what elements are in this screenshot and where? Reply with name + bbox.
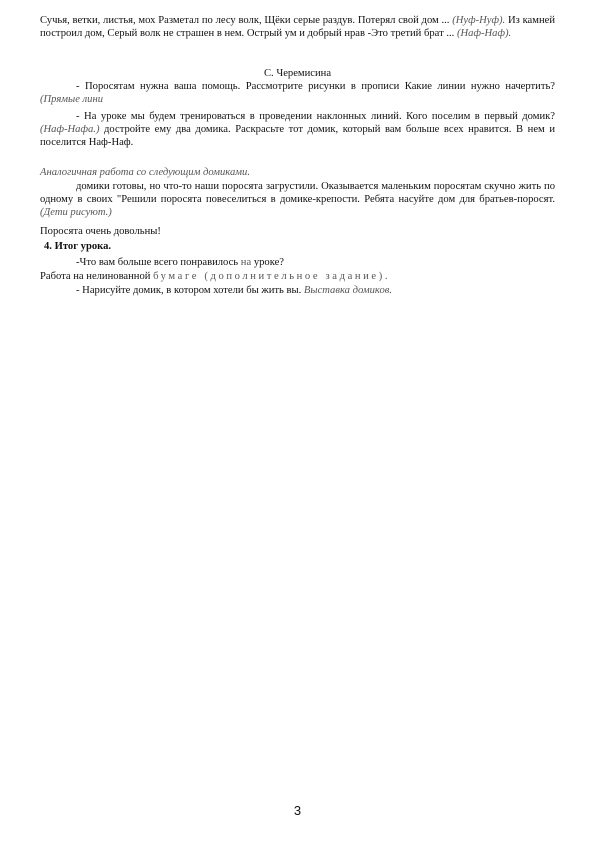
- task-answer-2: (Наф-Нафа.): [40, 124, 100, 136]
- task-answer-1: (Прямые лини: [40, 94, 104, 106]
- exhibition-note: Выставка домиков.: [303, 285, 392, 296]
- question-text-3: уроке?: [253, 257, 284, 268]
- task-text-3: достройте ему два домика. Раскрасьте тот домик, который вам больше всех нравится. В нем и поселится Наф-Наф.: [40, 124, 555, 149]
- riddle-text-1: Сучья, ветки, листья, мох Разметал по лесу волк, Щёки серые раздув. Потерял свой дом ...: [40, 15, 450, 26]
- riddle-text-2: Из камней построил дом, Серый волк не страшен в нем. Острый ум и добрый нрав -Это третий брат ...: [40, 15, 555, 40]
- question-line: [76, 256, 555, 269]
- task-paragraph-1: [40, 80, 555, 106]
- pigs-happy-line: Поросята очень довольны!: [40, 226, 161, 237]
- houses-paragraph: [40, 180, 555, 220]
- draw-task-line: [76, 284, 555, 297]
- author-line: С. Черемисина: [263, 68, 332, 79]
- riddle-answer-1: (Нуф-Нуф).: [452, 15, 506, 26]
- task-paragraph-2: [40, 110, 555, 150]
- question-text-2: на: [240, 257, 252, 268]
- draw-task-text: - Нарисуйте домик, в котором хотели бы жить вы.: [76, 285, 302, 296]
- task-text-1: - Поросятам нужна ваша помощь. Рассмотрите рисунки в прописи Какие линии нужно начертить?: [76, 81, 555, 92]
- riddle-paragraph: [40, 14, 555, 40]
- similar-work-note: Аналогичная работа со следующим домиками.: [40, 167, 250, 178]
- extra-task-line: [40, 270, 555, 283]
- question-text-1: -Что вам больше всего понравилось: [76, 257, 239, 268]
- page-number: 3: [293, 803, 302, 818]
- houses-text: домики готовы, но что-то наши поросята загрустили. Оказывается маленьким поросятам скучно жить по одному в своих "Решили поросята повеселиться в домике-крепости. Ребята насуйте дом для братьев-поросят.: [40, 181, 555, 206]
- houses-answer: (Дети рисуют.): [40, 207, 112, 219]
- extra-task-text: Работа на нелинованной: [40, 271, 151, 282]
- section-heading: 4. Итог урока.: [44, 241, 112, 252]
- riddle-answer-2: (Наф-Наф).: [456, 28, 512, 40]
- extra-task-spaced: бумаге (дополнительное задание).: [153, 271, 391, 282]
- task-text-2: - На уроке мы будем тренироваться в проведении наклонных линий. Кого поселим в первый домик?: [76, 111, 555, 122]
